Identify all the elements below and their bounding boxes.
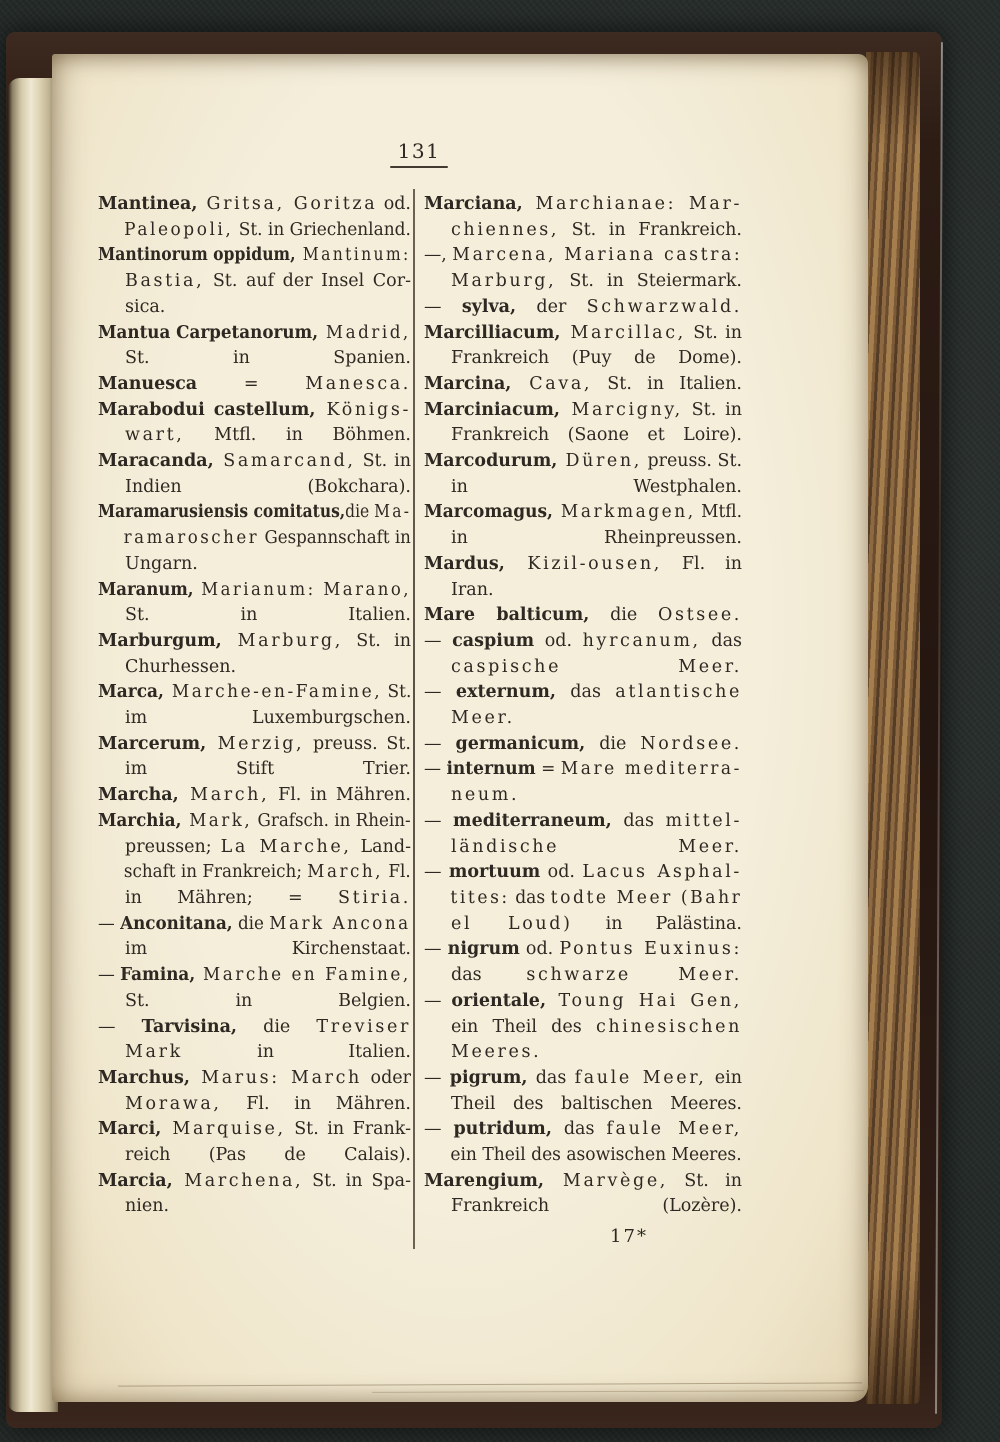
entry-segment: —, bbox=[424, 245, 453, 266]
entry-segment: Anconitana, bbox=[120, 913, 233, 934]
entry-segment: Maramarusiensis comitatus, bbox=[98, 502, 346, 523]
entry-line bbox=[424, 912, 742, 938]
entry-segment: die bbox=[237, 1016, 317, 1037]
entry-line bbox=[424, 295, 742, 321]
entry-segment: — bbox=[424, 1119, 454, 1140]
entry-line bbox=[98, 475, 411, 501]
entry-segment: Mtfl. bbox=[695, 502, 742, 523]
entry-segment: reich (Pas de Calais). bbox=[125, 1145, 411, 1166]
entry-segment: St. bbox=[382, 682, 412, 703]
entry-line bbox=[424, 989, 742, 1015]
entry-segment: Marburg, bbox=[221, 630, 343, 651]
entry-line bbox=[98, 218, 411, 244]
entry-segment: St. in bbox=[355, 451, 411, 472]
entry-segment: Marianum: Marano, bbox=[193, 579, 412, 600]
entry-segment: preuss. St. bbox=[304, 733, 411, 754]
entry-segment: Lacus Asphal- bbox=[582, 862, 742, 883]
page-number bbox=[387, 139, 451, 168]
entry-segment: in Mähren; = bbox=[125, 887, 339, 908]
book-page bbox=[52, 54, 868, 1402]
entry-segment: nigrum bbox=[447, 939, 520, 960]
entry-line bbox=[424, 629, 742, 655]
entry-segment: Frankreich (Saone et Loire). bbox=[451, 425, 742, 446]
signature-mark: 17* bbox=[610, 1226, 648, 1247]
entry-segment: Mark Ancona bbox=[269, 913, 411, 934]
entry-segment: Marchianae: Mar- bbox=[522, 194, 742, 214]
entry-line bbox=[98, 886, 411, 912]
entry-segment: putridum, bbox=[453, 1119, 552, 1140]
entry-segment: Meeres. bbox=[451, 1042, 542, 1063]
entry-segment: Marche-en-Famine, bbox=[163, 682, 383, 703]
entry-segment: tites: bbox=[450, 887, 510, 908]
entry-segment: St. in Belgien. bbox=[125, 990, 411, 1011]
entry-line bbox=[424, 398, 742, 424]
entry-segment: Indien (Bokchara). bbox=[125, 476, 411, 497]
entry-segment: Mardus, bbox=[424, 553, 505, 574]
entry-segment: preuss. St. bbox=[641, 451, 743, 472]
entry-segment: Toung Hai Gen, bbox=[546, 990, 742, 1011]
entry-line bbox=[424, 937, 742, 963]
entry-segment: St. in Frankreich. bbox=[559, 219, 742, 240]
entry-line bbox=[98, 243, 411, 269]
entry-segment: Maracanda, bbox=[98, 451, 214, 472]
entry-segment: Mare balticum, bbox=[424, 605, 590, 626]
entry-line bbox=[424, 1169, 742, 1195]
entry-line bbox=[98, 423, 411, 449]
entry-segment: Iran. bbox=[451, 579, 494, 600]
entry-line bbox=[98, 706, 411, 732]
entry-segment: St. in bbox=[342, 630, 411, 651]
gutter-page-edge bbox=[8, 78, 58, 1412]
entry-segment: — bbox=[424, 733, 456, 754]
entry-segment: Samarcand, bbox=[213, 451, 356, 472]
entry-segment: ramaroscher bbox=[123, 528, 260, 549]
entry-segment: Paleopoli, bbox=[124, 219, 234, 240]
entry-line bbox=[424, 655, 742, 681]
entry-segment: Marca, bbox=[98, 682, 164, 703]
entry-line bbox=[424, 886, 743, 912]
entry-segment: Cava, bbox=[511, 373, 593, 394]
entry-segment: Königs- bbox=[315, 399, 411, 420]
entry-segment: Marci, bbox=[98, 1119, 162, 1140]
entry-segment: — bbox=[424, 862, 449, 883]
page-number-rule bbox=[390, 166, 448, 168]
entry-segment: Düren, bbox=[557, 451, 642, 472]
entry-segment: Marcigny, bbox=[559, 399, 683, 420]
entry-segment: Marcha, bbox=[98, 785, 179, 806]
entry-segment: Mark, bbox=[181, 810, 253, 831]
entry-line bbox=[424, 603, 742, 629]
entry-line bbox=[98, 1117, 411, 1143]
entry-segment: Nordsee. bbox=[640, 733, 742, 754]
entry-segment: das bbox=[700, 630, 742, 651]
entry-segment: caspische Meer. bbox=[451, 656, 742, 677]
entry-line bbox=[98, 1169, 411, 1195]
entry-segment: Fl. in Mähren. bbox=[221, 1093, 411, 1114]
entry-line bbox=[98, 732, 411, 758]
entry-segment: Churhessen. bbox=[125, 656, 237, 677]
entry-segment: — bbox=[424, 810, 454, 831]
entry-segment: Grafsch. in Rhein- bbox=[252, 810, 411, 831]
entry-segment: St. in Griechenland. bbox=[233, 219, 411, 240]
entry-segment: Marabodui castellum, bbox=[98, 399, 316, 420]
entry-segment: St. auf der Insel Cor- bbox=[204, 271, 411, 292]
entry-segment: Marburgum, bbox=[98, 630, 222, 651]
entry-segment: das bbox=[611, 810, 666, 831]
entry-segment: el Loud) bbox=[451, 913, 573, 934]
page-crease-secondary bbox=[372, 1390, 864, 1393]
entry-segment: Frankreich (Puy de Dome). bbox=[451, 348, 742, 369]
entry-segment: Manuesca bbox=[98, 373, 198, 394]
entry-segment: St. in Italien. bbox=[125, 605, 411, 626]
entry-segment: externum, bbox=[455, 682, 556, 703]
entry-segment: neum. bbox=[451, 785, 520, 806]
entry-segment: Treviser bbox=[316, 1016, 411, 1037]
entry-line bbox=[98, 1015, 411, 1041]
entry-segment: die bbox=[345, 502, 375, 523]
entry-segment: St. in Frank- bbox=[285, 1119, 411, 1140]
entry-segment: in Palästina. bbox=[572, 913, 742, 934]
fore-edge-pages bbox=[866, 52, 920, 1404]
entry-segment: oder bbox=[361, 1067, 412, 1088]
entry-segment: St. in bbox=[682, 399, 743, 420]
entry-segment: Mantinum: bbox=[295, 245, 411, 266]
entry-segment: Ma- bbox=[374, 502, 412, 523]
entry-line bbox=[424, 1015, 742, 1041]
entry-segment: Morawa, bbox=[125, 1093, 222, 1114]
entry-segment: sylva, bbox=[461, 296, 517, 317]
entry-segment: faule Meer, bbox=[606, 1119, 742, 1140]
entry-segment: Marus: March bbox=[189, 1067, 362, 1088]
entry-line bbox=[424, 243, 743, 269]
entry-line bbox=[98, 372, 411, 398]
entry-segment: March, bbox=[178, 785, 270, 806]
entry-segment: St. in Spa- bbox=[303, 1170, 411, 1191]
entry-segment: La Marche, bbox=[220, 836, 352, 857]
entry-segment: ein Theil des bbox=[451, 1016, 596, 1037]
entry-line bbox=[424, 706, 742, 732]
entry-line bbox=[424, 449, 741, 475]
entry-segment: Mantinea, bbox=[98, 194, 198, 214]
entry-segment: in Westphalen. bbox=[451, 476, 742, 497]
entry-segment: Marvège, bbox=[544, 1170, 668, 1191]
entry-segment: chiennes, bbox=[451, 219, 560, 240]
entry-line bbox=[98, 757, 411, 783]
entry-segment: preussen; bbox=[125, 836, 221, 857]
column-right bbox=[424, 192, 742, 1220]
entry-line bbox=[98, 192, 411, 218]
entry-line bbox=[424, 860, 742, 886]
entry-segment: caspium bbox=[452, 630, 535, 651]
entry-line bbox=[98, 295, 411, 321]
entry-line bbox=[424, 578, 742, 604]
entry-segment: Manesca. bbox=[305, 373, 411, 394]
entry-segment: germanicum, bbox=[455, 733, 586, 754]
entry-line bbox=[424, 963, 742, 989]
entry-segment: in Rheinpreussen. bbox=[451, 528, 742, 549]
entry-line bbox=[424, 475, 742, 501]
entry-segment: Marcena, Mariana castra: bbox=[452, 245, 743, 266]
entry-line bbox=[98, 680, 412, 706]
entry-line bbox=[424, 783, 742, 809]
entry-line bbox=[98, 1066, 411, 1092]
entry-line bbox=[424, 218, 742, 244]
entry-segment: od. bbox=[377, 194, 411, 214]
entry-line bbox=[98, 835, 411, 861]
entry-segment: — bbox=[98, 1016, 142, 1037]
entry-line bbox=[98, 989, 411, 1015]
entry-segment: das bbox=[527, 1067, 575, 1088]
entry-segment: Markmagen, bbox=[552, 502, 696, 523]
entry-line bbox=[98, 526, 411, 552]
entry-segment: Marcomagus, bbox=[424, 502, 553, 523]
entry-segment: im Kirchenstaat. bbox=[125, 939, 411, 960]
entry-segment: od. bbox=[534, 630, 583, 651]
entry-segment: die bbox=[585, 733, 641, 754]
entry-segment: od. bbox=[519, 939, 560, 960]
entry-line bbox=[98, 655, 411, 681]
entry-line bbox=[98, 1092, 411, 1118]
entry-line bbox=[424, 423, 742, 449]
entry-segment: Fl. bbox=[383, 862, 411, 883]
entry-segment: Pontus Euxinus: bbox=[559, 939, 742, 960]
entry-line bbox=[424, 1040, 742, 1066]
entry-line bbox=[424, 835, 742, 861]
entry-line bbox=[424, 192, 742, 218]
entry-segment: schwarze Meer. bbox=[526, 965, 742, 986]
entry-segment: Marcodurum, bbox=[424, 451, 558, 472]
entry-segment: — bbox=[98, 965, 121, 986]
entry-line bbox=[424, 346, 742, 372]
entry-line bbox=[98, 578, 412, 604]
entry-segment: wart, bbox=[125, 425, 185, 446]
entry-segment: mortuum bbox=[448, 862, 541, 883]
entry-segment: mittel- bbox=[665, 810, 742, 831]
entry-segment: faule Meer, bbox=[574, 1067, 707, 1088]
entry-segment: Schwarzwald. bbox=[586, 296, 742, 317]
entry-segment: die bbox=[589, 605, 658, 626]
entry-segment: Marcillac, bbox=[560, 322, 686, 343]
entry-line bbox=[424, 1092, 742, 1118]
entry-segment: Marchia, bbox=[98, 810, 182, 831]
entry-segment: od. bbox=[540, 862, 583, 883]
entry-line bbox=[424, 809, 742, 835]
entry-segment: Stiria. bbox=[338, 887, 411, 908]
entry-line bbox=[98, 269, 411, 295]
entry-segment: Land- bbox=[351, 836, 411, 857]
entry-line bbox=[424, 269, 742, 295]
entry-line bbox=[424, 757, 742, 783]
page-crease bbox=[118, 1382, 862, 1386]
entry-line bbox=[424, 1143, 742, 1169]
entry-segment: Mark bbox=[125, 1042, 183, 1063]
entry-segment: Fl. in bbox=[661, 553, 742, 574]
entry-segment: im Luxemburgschen. bbox=[125, 708, 411, 729]
entry-segment: das bbox=[555, 682, 616, 703]
entry-segment: Famina, bbox=[120, 965, 196, 986]
entry-line bbox=[98, 937, 411, 963]
entry-segment: Marengium, bbox=[424, 1170, 545, 1191]
entry-line bbox=[98, 552, 411, 578]
entry-segment: Marche en Famine, bbox=[195, 965, 411, 986]
entry-segment: Ostsee. bbox=[658, 605, 742, 626]
entry-line bbox=[98, 321, 411, 347]
entry-line bbox=[98, 449, 411, 475]
entry-segment: hyrcanum, bbox=[582, 630, 701, 651]
entry-segment: Merzig, bbox=[206, 733, 305, 754]
entry-segment: Marcerum, bbox=[98, 733, 207, 754]
column-left bbox=[98, 192, 411, 1220]
entry-line bbox=[424, 552, 742, 578]
entry-segment: St. in bbox=[685, 322, 743, 343]
entry-segment: ländische Meer. bbox=[451, 836, 742, 857]
entry-line bbox=[98, 1143, 411, 1169]
entry-segment: St. in Spanien. bbox=[125, 348, 411, 369]
entry-segment: Meer. bbox=[451, 708, 515, 729]
entry-segment: Frankreich (Lozère). bbox=[451, 1196, 742, 1217]
entry-segment: Madrid, bbox=[318, 322, 411, 343]
entry-segment: Gritsa, Goritza bbox=[197, 194, 378, 214]
entry-segment: das bbox=[551, 1119, 607, 1140]
entry-segment: — bbox=[424, 1067, 450, 1088]
entry-segment: St. in Italien. bbox=[592, 373, 742, 394]
entry-segment: Marciana, bbox=[424, 194, 523, 214]
entry-segment: chinesischen bbox=[595, 1016, 742, 1037]
entry-line bbox=[424, 372, 742, 398]
column-divider bbox=[413, 189, 415, 1249]
entry-segment: Mantua Carpetanorum, bbox=[98, 322, 319, 343]
entry-segment: Bastia, bbox=[125, 271, 205, 292]
entry-segment: — bbox=[424, 630, 453, 651]
entry-segment: = bbox=[535, 759, 561, 780]
entry-line bbox=[98, 398, 411, 424]
entry-segment: Theil des baltischen Meeres. bbox=[451, 1093, 742, 1114]
entry-segment: Tarvisina, bbox=[141, 1016, 238, 1037]
entry-line bbox=[98, 783, 411, 809]
entry-line bbox=[98, 963, 411, 989]
entry-segment: mediterraneum, bbox=[453, 810, 612, 831]
entry-segment: — bbox=[424, 296, 462, 317]
entry-segment: March, bbox=[307, 862, 384, 883]
entry-line bbox=[424, 680, 742, 706]
entry-line bbox=[98, 912, 411, 938]
entry-line bbox=[424, 732, 742, 758]
entry-segment: Marchena, bbox=[172, 1170, 304, 1191]
entry-segment: schaft in Frankreich; bbox=[123, 862, 308, 883]
entry-segment: — bbox=[424, 759, 447, 780]
entry-segment: Mantinorum oppidum, bbox=[98, 245, 296, 266]
entry-line bbox=[98, 1194, 411, 1220]
entry-segment: St. in bbox=[668, 1170, 742, 1191]
entry-line bbox=[98, 500, 412, 526]
entry-segment: das bbox=[451, 965, 527, 986]
entry-segment: nien. bbox=[125, 1196, 170, 1217]
entry-line bbox=[98, 1040, 411, 1066]
entry-line bbox=[424, 1194, 742, 1220]
entry-segment: — bbox=[424, 682, 456, 703]
entry-segment: der bbox=[516, 296, 587, 317]
entry-segment: Gespannschaft in bbox=[259, 528, 411, 549]
entry-line bbox=[98, 603, 411, 629]
entry-line bbox=[424, 1066, 742, 1092]
entry-line bbox=[424, 500, 742, 526]
entry-segment: in Italien. bbox=[182, 1042, 411, 1063]
entry-line bbox=[424, 321, 742, 347]
page-number-text: 131 bbox=[397, 139, 441, 163]
entry-segment: Ungarn. bbox=[125, 553, 198, 574]
entry-segment: Mtfl. in Böhmen. bbox=[184, 425, 411, 446]
entry-line bbox=[98, 809, 411, 835]
entry-segment: Marcia, bbox=[98, 1170, 173, 1191]
entry-segment: im Stift Trier. bbox=[125, 759, 411, 780]
entry-segment: Marchus, bbox=[98, 1067, 190, 1088]
entry-segment: Marciniacum, bbox=[424, 399, 560, 420]
entry-line bbox=[98, 629, 411, 655]
entry-segment: Marquise, bbox=[161, 1119, 286, 1140]
entry-segment: todte Meer (Bahr bbox=[550, 887, 743, 908]
entry-line bbox=[98, 860, 411, 886]
entry-segment: pigrum, bbox=[449, 1067, 528, 1088]
entry-segment: atlantische bbox=[615, 682, 742, 703]
entry-segment: orientale, bbox=[451, 990, 547, 1011]
entry-segment: die bbox=[232, 913, 270, 934]
entry-segment: Marcina, bbox=[424, 373, 512, 394]
entry-line bbox=[98, 346, 411, 372]
entry-line bbox=[424, 1117, 742, 1143]
entry-segment: — bbox=[424, 990, 452, 1011]
entry-segment: internum bbox=[446, 759, 536, 780]
entry-segment: Maranum, bbox=[98, 579, 194, 600]
entry-segment: Fl. in Mähren. bbox=[269, 785, 411, 806]
entry-segment: Marcilliacum, bbox=[424, 322, 561, 343]
entry-segment: Kizil-ousen, bbox=[504, 553, 662, 574]
entry-segment: — bbox=[424, 939, 448, 960]
entry-segment: Mare mediterra- bbox=[560, 759, 742, 780]
entry-segment: — bbox=[98, 913, 121, 934]
entry-segment: St. in Steiermark. bbox=[556, 271, 742, 292]
entry-segment: ein Theil des asowischen Meeres. bbox=[450, 1145, 742, 1166]
entry-line bbox=[424, 526, 742, 552]
entry-segment: Marburg, bbox=[451, 271, 557, 292]
entry-segment: sica. bbox=[125, 296, 166, 317]
entry-segment: = bbox=[197, 373, 306, 394]
entry-segment: das bbox=[509, 887, 551, 908]
entry-segment: ein bbox=[706, 1067, 742, 1088]
